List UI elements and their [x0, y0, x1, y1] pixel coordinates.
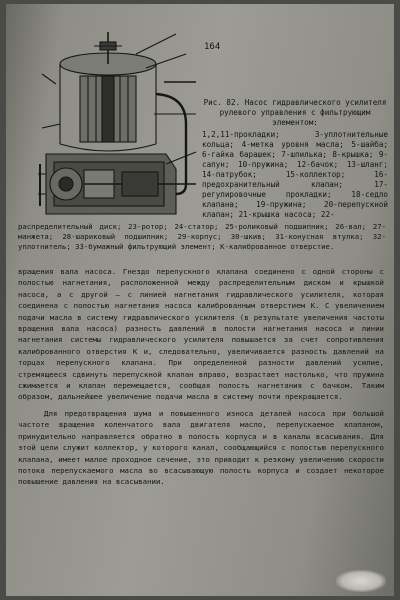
pump-diagram-figure — [36, 24, 201, 229]
figure-legend: 1,2,11-прокладки; 3-уплотнительные кольца; 4-метка уровня масла; 5-шайба; 6-гайка барашек; 7-шпилька; 8-крышка; 9-сапун; 10-пружина; 12-бачок; 13-шланг; 14-патрубок; 15-коллектор; 16-предохранительный клапан; 17-регулировочные прокладки; 18-седло клапана; 19-пружина; 20-перепускной клапан; 21-крышка насоса; 22- — [202, 130, 388, 219]
figure-title: Рис. 82. Насос гидравлического усилителя рулевого управления с фильтрующим элементом: — [203, 98, 387, 127]
paragraph-2: Для предотвращения шума и повышенного износа деталей насоса при большой частоте вращения коленчатого вала двигателя масло, перепускаемое клапаном, принудительно направляется обратно в полость корпуса и в каналы всасывания. Для этой цели служит коллектор, у которого канал, сообщающийся с полостью перепускного клапана, имеет малое проходное сечение, это приводит к резкому увеличению скорости потока перепускаемого масла во всасывающую полость корпуса и создает некоторое повышение давления на всасывании. — [18, 408, 384, 487]
body-text — [18, 266, 384, 493]
figure-caption — [202, 98, 388, 220]
paragraph-1: вращения вала насоса. Гнездо перепускного клапана соединено с одной стороны с полостью нагнетания, расположенной между распределительным диском и крышкой насоса, а с другой – с линией нагнетания гидравлического усилителя, которая соединена с полостью нагнетания насоса калиброванным отверстием К. С увеличением подачи масла в систему гидравлического усилителя (в результате увеличения частоты вращения вала насоса) разность давлений в полости нагнетания насоса и линии нагнетания системы гидравлического усилителя повышается за счет сопротивления калиброванного отверстия К и, следовательно, увеличивается разность давлений на торцах перепускного клапана. При определенной разности давлений усилие, стремящееся сдвинуть перепускной клапан вправо, возрастает настолько, что пружина сжимается и клапан перемещается, сообщая полость нагнетания с бачком. Таким образом, дальнейшее увеличение подачи масла в систему почти прекращается. — [18, 267, 384, 402]
paper-stain — [336, 570, 386, 592]
document-page — [6, 4, 394, 596]
page-number: 164 — [204, 42, 221, 52]
figure-legend-continued: распределительный диск; 23-ротор; 24-статор; 25-роликовый подшипник; 26-вал; 27-манжета; 28-шариковый подшипник; 29-корпус; 30-шкив; 31-конусная втулка; 32-уплотнитель; 33-бумажный фильтрующий элемент; К-калиброванное отверстие. — [18, 222, 386, 251]
